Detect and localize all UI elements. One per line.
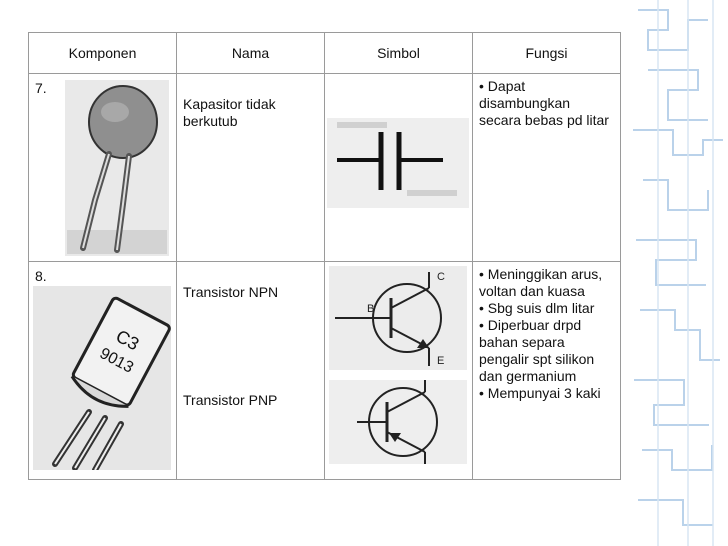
cell-komponen [29,262,177,480]
collector-label: C [437,271,445,283]
base-label: B [367,303,375,315]
header-nama: Nama [177,33,325,74]
cell-nama [177,74,325,262]
function-item: • Sbg suis dlm litar [479,300,595,316]
npn-name: Transistor NPN [183,284,279,300]
table-row [29,74,621,262]
pnp-name: Transistor PNP [183,392,278,408]
transistor-marking-line1: C3 [112,325,143,355]
function-item: • Dapat disambungkan secara bebas pd litar [479,78,609,128]
cell-simbol [325,262,473,480]
table-row [29,262,621,480]
function-item: • Meninggikan arus, voltan dan kuasa [479,266,603,299]
capacitor-function [473,74,620,133]
row-number: 8. [35,268,47,284]
transistor-functions [473,262,620,406]
cell-fungsi [473,262,621,480]
transistor-marking-line2: 9013 [96,344,137,377]
pnp-transistor-symbol [329,380,467,464]
cell-simbol [325,74,473,262]
npn-transistor-symbol [329,266,467,370]
capacitor-component-image [65,80,169,256]
decorative-maze-pattern [628,0,728,546]
table-header-row [29,33,621,74]
components-table [28,32,621,480]
row-number: 7. [35,80,47,96]
header-simbol: Simbol [325,33,473,74]
emitter-label: E [437,355,445,367]
cell-nama [177,262,325,480]
header-fungsi: Fungsi [473,33,621,74]
cell-fungsi [473,74,621,262]
capacitor-name: Kapasitor tidak berkutub [183,96,276,129]
function-item: • Diperbuar drpd bahan separa pengalir spt silikon dan germanium [479,317,595,384]
function-item: • Mempunyai 3 kaki [479,385,601,401]
transistor-component-image [33,286,171,470]
header-komponen: Komponen [29,33,177,74]
capacitor-symbol [327,112,469,212]
cell-komponen [29,74,177,262]
